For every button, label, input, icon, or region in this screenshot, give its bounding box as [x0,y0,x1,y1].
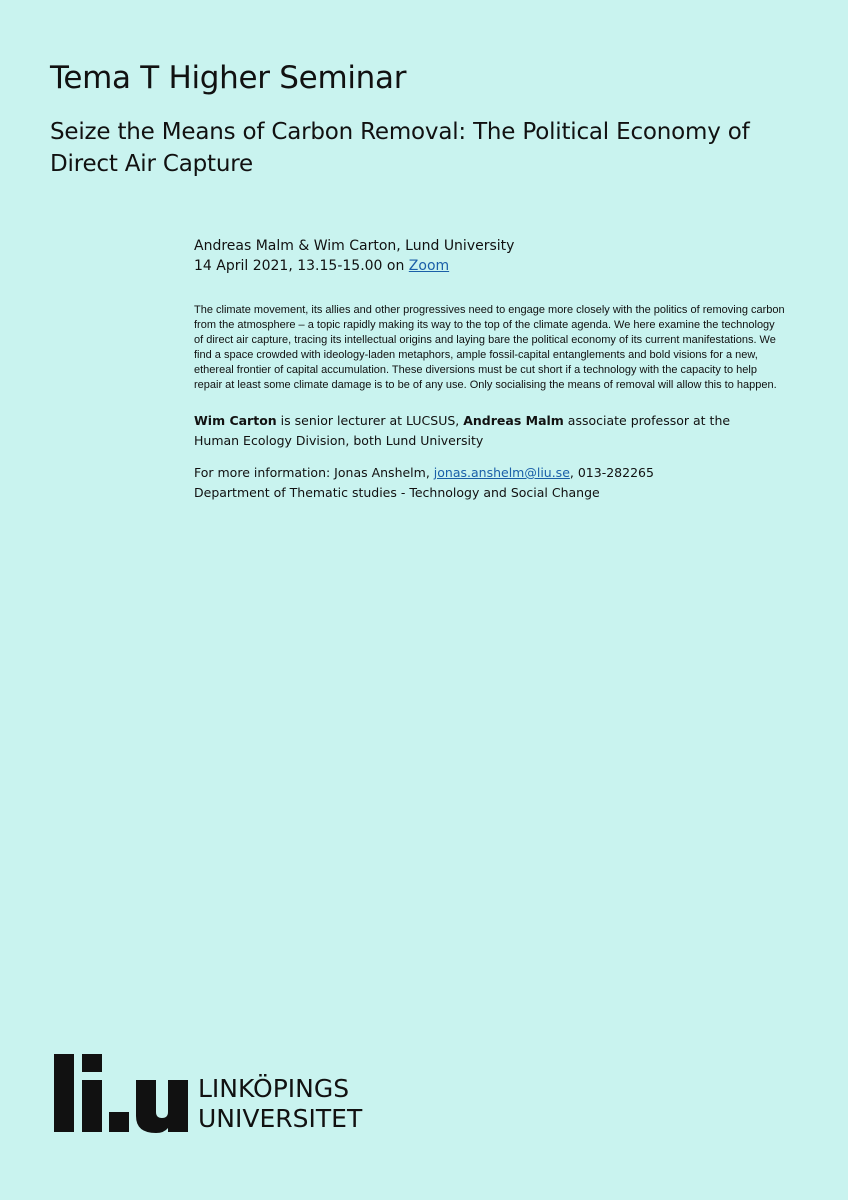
logo-line-1: LINKÖPINGS [198,1074,350,1103]
datetime-text: 14 April 2021, 13.15-15.00 on [194,258,409,274]
logo-wordmark [198,1074,362,1134]
liu-logo-icon [54,1054,189,1134]
bio-text-1: is senior lecturer at LUCSUS, [276,413,464,428]
contact-prefix: For more information: Jonas Anshelm, [194,465,434,480]
bio-name-carton: Wim Carton [194,413,277,428]
event-content [194,236,794,503]
bio-text-2: associate professor at the Human Ecology Division, both Lund University [194,413,731,448]
department-line: Department of Thematic studies - Technology and Social Change [194,485,600,500]
abstract-text: The climate movement, its allies and other progressives need to engage more closely with the politics of removing carbon from the atmosphere – a topic rapidly making its way to the top of the climate agenda. We here examine the technology of direct air capture, tracing its intellectual origins and laying bare the political economy of its current manifestations. We find a space crowded with ideology-laden metaphors, ample fossil-capital entanglements and bold visions for a new, ethereal frontier of capital accumulation. These diversions must be cut short if a technology with the capacity to help repair at least some climate damage is to be of any use. Only socialising the means of removal will allow this to happen. [194,304,785,391]
email-link[interactable]: jonas.anshelm@liu.se [433,465,570,480]
university-logo [54,1054,364,1138]
zoom-link[interactable]: Zoom [408,258,450,274]
speakers-line: Andreas Malm & Wim Carton, Lund University [194,238,515,254]
seminar-subtitle: Seize the Means of Carbon Removal: The Political Economy of Direct Air Capture [50,119,750,177]
logo-line-2: UNIVERSITET [198,1104,363,1133]
datetime-line [194,256,794,276]
bio-name-malm: Andreas Malm [463,413,564,428]
speaker-bio [194,411,754,451]
contact-info [194,463,794,503]
page-title: Tema T Higher Seminar [50,60,407,96]
contact-phone: , 013-282265 [569,465,654,480]
